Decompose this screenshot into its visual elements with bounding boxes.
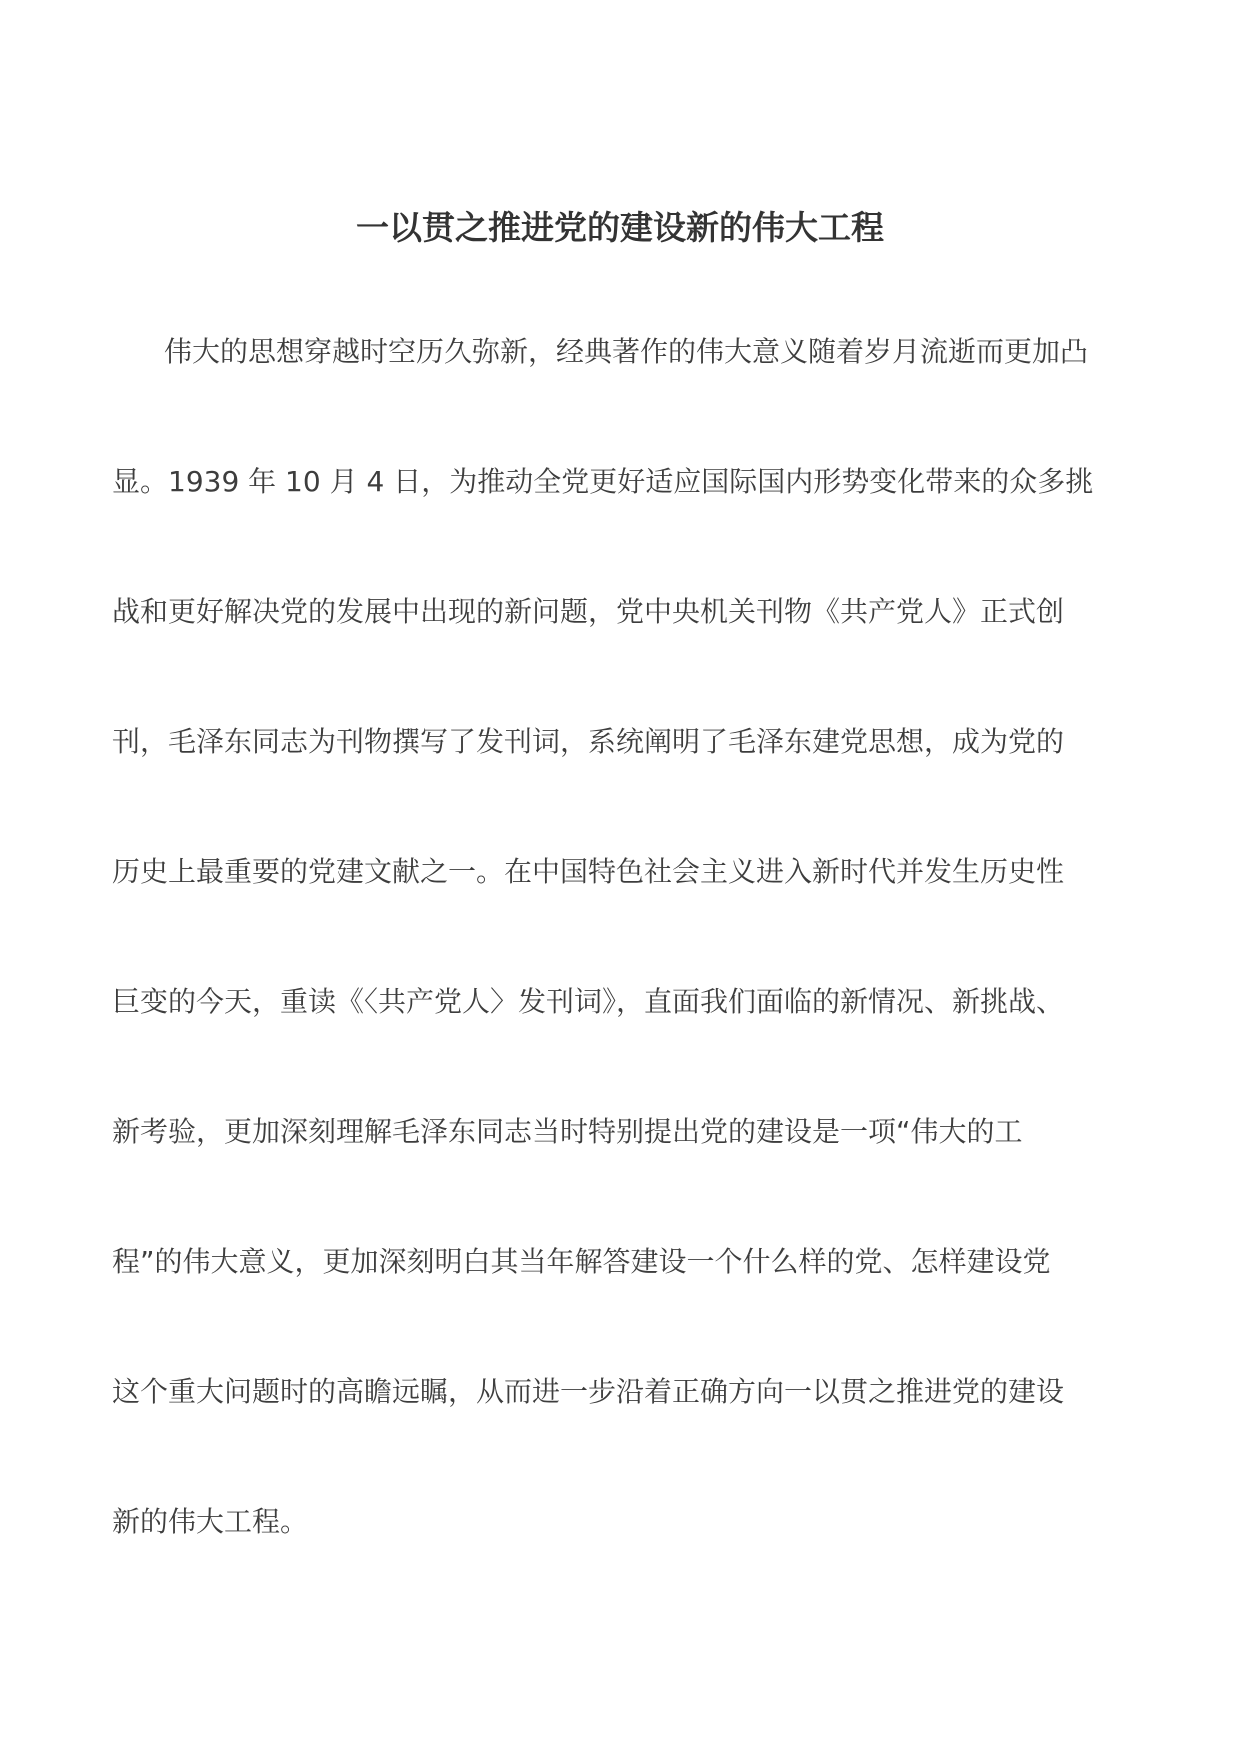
document-title: 一以贯之推进党的建设新的伟大工程 (356, 208, 884, 247)
paragraph-line-9: 这个重大问题时的高瞻远瞩，从而进一步沿着正确方向一以贯之推进党的建设 (112, 1375, 1065, 1408)
paragraph-line-1: 伟大的思想穿越时空历久弥新，经典著作的伟大意义随着岁月流逝而更加凸 (164, 335, 1089, 368)
paragraph-line-3: 战和更好解决党的发展中出现的新问题，党中央机关刊物《共产党人》正式创 (112, 595, 1065, 628)
paragraph-line-4: 刊，毛泽东同志为刊物撰写了发刊词，系统阐明了毛泽东建党思想，成为党的 (112, 725, 1065, 758)
paragraph-line-7: 新考验，更加深刻理解毛泽东同志当时特别提出党的建设是一项“伟大的工 (112, 1115, 1023, 1148)
paragraph-line-5: 历史上最重要的党建文献之一。在中国特色社会主义进入新时代并发生历史性 (112, 855, 1065, 888)
paragraph-line-2: 显。1939 年 10 月 4 日，为推动全党更好适应国际国内形势变化带来的众多挑 (112, 465, 1094, 498)
paragraph-line-8: 程”的伟大意义，更加深刻明白其当年解答建设一个什么样的党、怎样建设党 (112, 1245, 1051, 1278)
paragraph-line-10: 新的伟大工程。 (112, 1505, 309, 1538)
paragraph-line-6: 巨变的今天，重读《〈共产党人〉发刊词》，直面我们面临的新情况、新挑战、 (112, 985, 1065, 1018)
